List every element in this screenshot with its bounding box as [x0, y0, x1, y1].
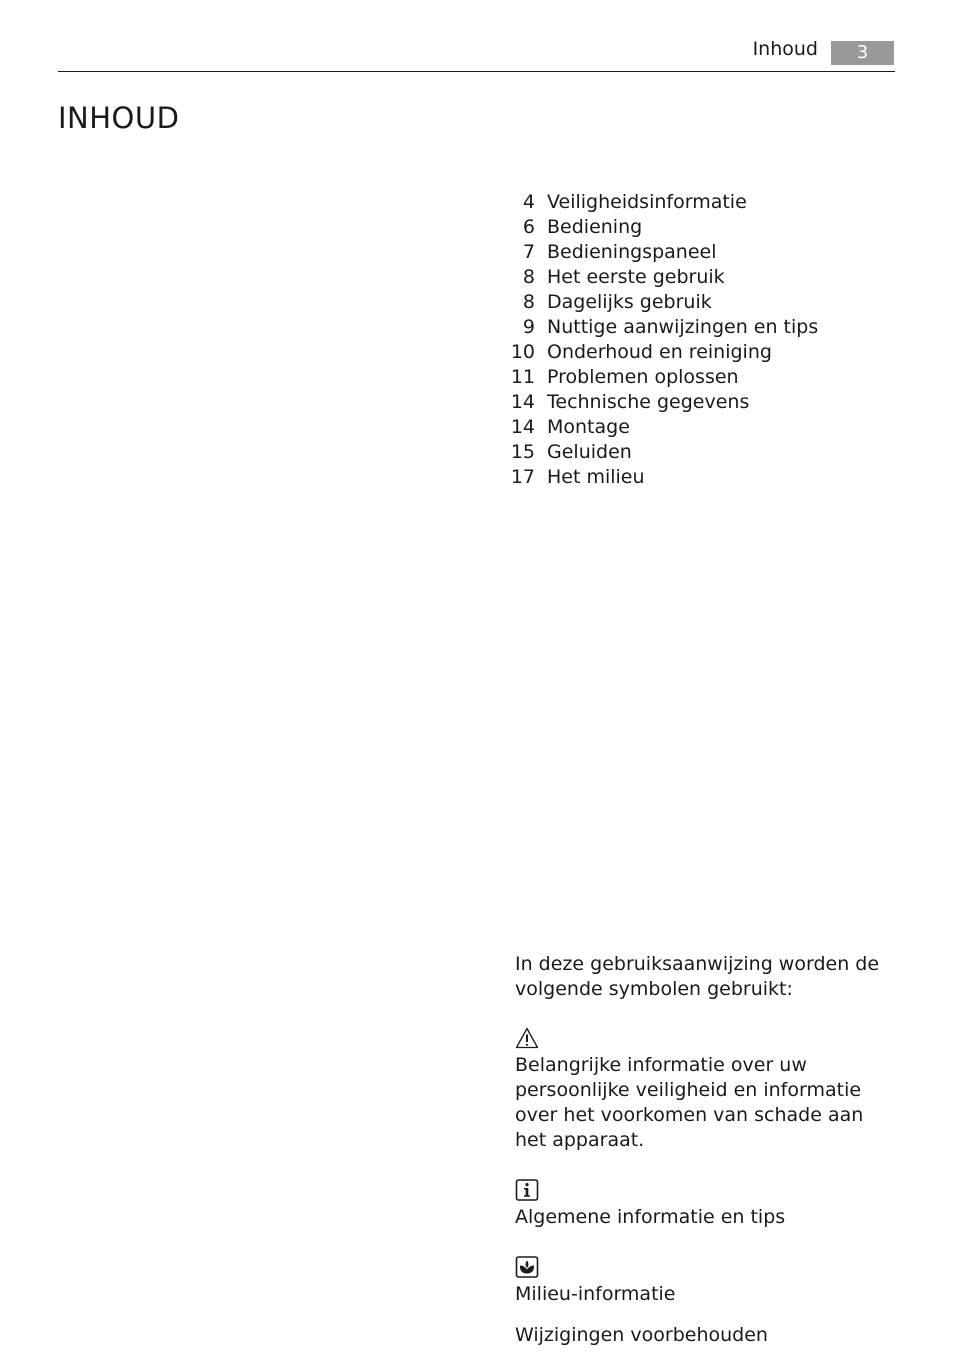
toc-entry[interactable] — [500, 315, 900, 340]
toc-entry[interactable] — [500, 190, 900, 215]
toc-entry[interactable] — [500, 415, 900, 440]
header-divider — [58, 71, 895, 72]
info-icon — [515, 1179, 539, 1201]
toc-entry[interactable] — [500, 365, 900, 390]
warning-triangle-icon — [515, 1027, 539, 1049]
toc-entry-title: Bediening — [547, 216, 643, 238]
toc-entry-title: Geluiden — [547, 441, 632, 463]
toc-entry[interactable] — [500, 215, 900, 240]
toc-page-number: 7 — [522, 241, 535, 263]
toc-entry-title: Het eerste gebruik — [547, 266, 725, 288]
toc-entry-title: Bedieningspaneel — [547, 241, 717, 263]
toc-entry[interactable] — [500, 440, 900, 465]
toc-entry-title: Nuttige aanwijzingen en tips — [547, 316, 819, 338]
changes-reserved-note: Wijzigingen voorbehouden — [515, 1324, 768, 1346]
toc-page-number: 15 — [510, 441, 535, 463]
toc-page-number: 10 — [510, 341, 535, 363]
symbol-warning — [515, 1027, 900, 1153]
toc-page-number: 8 — [522, 266, 535, 288]
toc-page-number: 4 — [522, 191, 535, 213]
header-section-label: Inhoud — [752, 38, 818, 60]
symbol-info — [515, 1179, 900, 1230]
toc-entry-title: Onderhoud en reiniging — [547, 341, 772, 363]
toc-entry-title: Montage — [547, 416, 630, 438]
page-title: INHOUD — [58, 101, 180, 135]
toc-entry[interactable] — [500, 265, 900, 290]
toc-page-number: 11 — [510, 366, 535, 388]
table-of-contents — [500, 190, 900, 490]
toc-entry[interactable] — [500, 390, 900, 415]
toc-entry-title: Technische gegevens — [547, 391, 750, 413]
toc-entry-title: Veiligheidsinformatie — [547, 191, 747, 213]
symbol-environment — [515, 1256, 900, 1307]
toc-entry-title: Het milieu — [547, 466, 645, 488]
toc-entry[interactable] — [500, 340, 900, 365]
environment-icon — [515, 1256, 539, 1278]
toc-page-number: 14 — [510, 416, 535, 438]
toc-entry[interactable] — [500, 465, 900, 490]
toc-entry-title: Problemen oplossen — [547, 366, 739, 388]
toc-page-number: 9 — [522, 316, 535, 338]
symbol-warning-text: Belangrijke informatie over uw persoonlijke veiligheid en informatie over het voorkomen van schade aan het apparaat. — [515, 1054, 864, 1151]
toc-page-number: 6 — [522, 216, 535, 238]
toc-page-number: 17 — [510, 466, 535, 488]
page-number-badge: 3 — [831, 41, 894, 65]
symbols-intro: In deze gebruiksaanwijzing worden de volgende symbolen gebruikt: — [515, 953, 880, 1000]
toc-entry-title: Dagelijks gebruik — [547, 291, 712, 313]
symbol-info-text: Algemene informatie en tips — [515, 1206, 786, 1228]
symbols-legend — [515, 952, 900, 1348]
toc-entry[interactable] — [500, 240, 900, 265]
toc-page-number: 8 — [522, 291, 535, 313]
toc-entry[interactable] — [500, 290, 900, 315]
toc-page-number: 14 — [510, 391, 535, 413]
symbol-environment-text: Milieu-informatie — [515, 1283, 676, 1305]
